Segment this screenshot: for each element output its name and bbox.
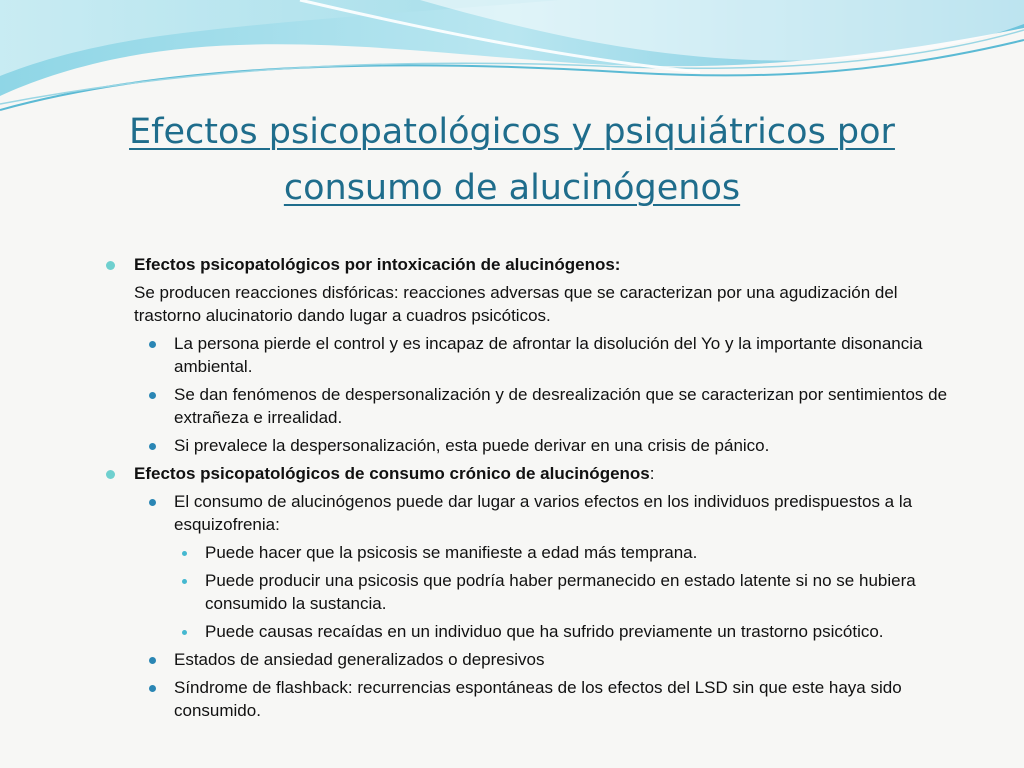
section-2-bullet-1: [104, 490, 954, 536]
section-2-bullet-3: [104, 676, 954, 722]
section-1-bullet-2: [104, 383, 954, 429]
section-2-sub-bullet-3: [104, 620, 954, 643]
section-1-heading: Efectos psicopatológicos por intoxicación de alucinógenos:: [134, 255, 621, 274]
bullet-icon: [149, 341, 156, 348]
section-2-bullet-2: [104, 648, 954, 671]
section-1-text: Se producen reacciones disfóricas: reacciones adversas que se caracterizan por una agudización del trastorno alucinatorio dando lugar a cuadros psicóticos.: [134, 283, 898, 325]
bullet-icon: [149, 499, 156, 506]
bullet-text: Puede producir una psicosis que podría haber permanecido en estado latente si no se hubiera consumido la sustancia.: [205, 571, 916, 613]
bullet-text: Si prevalece la despersonalización, esta puede derivar en una crisis de pánico.: [174, 436, 770, 455]
bullet-text: Síndrome de flashback: recurrencias espontáneas de los efectos del LSD sin que este haya sido consumido.: [174, 678, 902, 720]
bullet-icon: [182, 579, 187, 584]
bullet-icon: [182, 551, 187, 556]
bullet-text: Puede hacer que la psicosis se manifieste a edad más temprana.: [205, 543, 698, 562]
section-2-sub-bullet-2: [104, 569, 954, 615]
bullet-icon: [149, 443, 156, 450]
bullet-icon: [182, 630, 187, 635]
title-line-2: consumo de alucinógenos: [283, 168, 741, 208]
section-2-heading-colon: :: [649, 464, 655, 483]
bullet-icon: [149, 685, 156, 692]
bullet-text: El consumo de alucinógenos puede dar lugar a varios efectos en los individuos predispuestos a la esquizofrenia:: [174, 492, 913, 534]
bullet-text: Estados de ansiedad generalizados o depresivos: [174, 650, 545, 669]
content-body: [104, 253, 954, 727]
section-1-bullet-1: [104, 332, 954, 378]
section-2-sub-bullet-1: [104, 541, 954, 564]
bullet-icon: [149, 392, 156, 399]
section-2-heading: Efectos psicopatológicos de consumo crónico de alucinógenos: [134, 464, 650, 483]
bullet-text: Se dan fenómenos de despersonalización y de desrealización que se caracterizan por sentimientos de extrañeza e irrealidad.: [174, 385, 948, 427]
bullet-icon: [106, 261, 115, 270]
section-2: [104, 462, 954, 485]
slide-title: [80, 104, 944, 216]
bullet-icon: [106, 470, 115, 479]
title-line-1: Efectos psicopatológicos y psiquiátricos por: [129, 112, 895, 152]
bullet-icon: [149, 657, 156, 664]
bullet-text: La persona pierde el control y es incapaz de afrontar la disolución del Yo y la importante disonancia ambiental.: [174, 334, 923, 376]
bullet-text: Puede causas recaídas en un individuo que ha sufrido previamente un trastorno psicótico.: [205, 622, 884, 641]
section-1: [104, 253, 954, 276]
section-1-bullet-3: [104, 434, 954, 457]
